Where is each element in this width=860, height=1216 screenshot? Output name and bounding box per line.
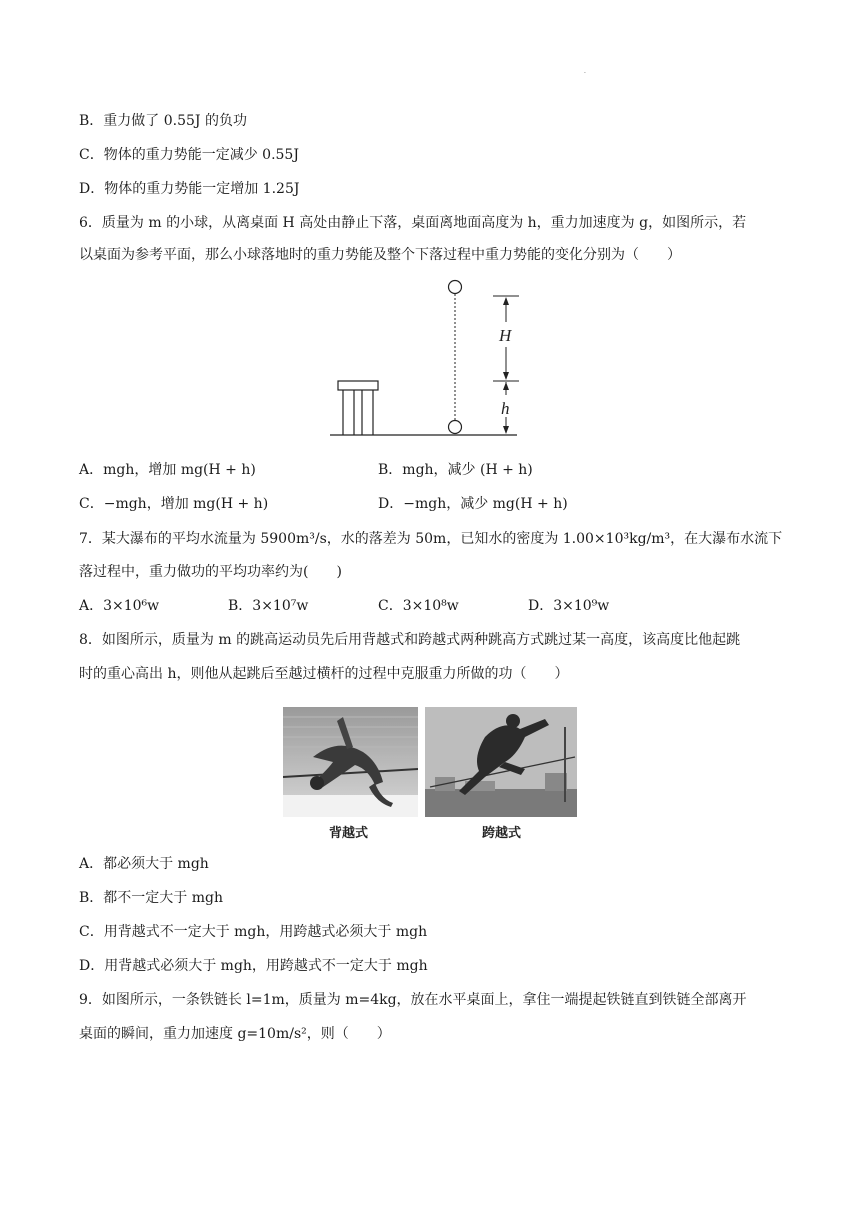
label-h: h: [501, 399, 510, 418]
q7-option-c: C．3×10⁸w: [378, 598, 459, 614]
caption-straddle-style: 跨越式: [482, 826, 522, 841]
photo-back-style: [283, 707, 418, 817]
q6-stem-line1: 6．质量为 m 的小球，从离桌面 H 高处由静止下落，桌面离地面高度为 h，重力加速度为 g，如图所示，若: [79, 215, 747, 231]
q6-figure: [325, 275, 525, 440]
q7-option-b: B．3×10⁷w: [228, 598, 309, 614]
q6-option-a: A．mgh，增加 mg(H + h): [79, 462, 256, 478]
q7-stem-line2: 落过程中，重力做功的平均功率约为( ): [79, 564, 342, 580]
q6-option-b: B．mgh，减少 (H + h): [378, 462, 533, 478]
q5-option-d: D．物体的重力势能一定增加 1.25J: [79, 181, 300, 197]
q6-option-d: D．−mgh，减少 mg(H + h): [378, 496, 568, 512]
q8-stem-line1: 8．如图所示，质量为 m 的跳高运动员先后用背越式和跨越式两种跳高方式跳过某一高度，该高度比他起跳: [79, 632, 741, 648]
table-top: [338, 381, 378, 390]
q8-stem-line2: 时的重心高出 h，则他从起跳后至越过横杆的过程中克服重力所做的功（ ）: [79, 666, 569, 682]
q6-option-c: C．−mgh，增加 mg(H + h): [79, 496, 269, 512]
photo-straddle-style: [425, 707, 577, 817]
q8-option-d: D．用背越式必须大于 mgh，用跨越式不一定大于 mgh: [79, 958, 428, 974]
q8-option-b: B．都不一定大于 mgh: [79, 890, 223, 906]
ball-top: [449, 281, 462, 294]
q9-stem-line2: 桌面的瞬间，重力加速度 g=10m/s²，则（ ）: [79, 1026, 391, 1042]
q5-option-b: B．重力做了 0.55J 的负功: [79, 113, 247, 129]
q8-option-a: A．都必须大于 mgh: [79, 856, 209, 872]
q5-option-c: C．物体的重力势能一定减少 0.55J: [79, 147, 299, 163]
label-H: H: [499, 326, 512, 345]
q6-stem-line2: 以桌面为参考平面，那么小球落地时的重力势能及整个下落过程中重力势能的变化分别为（ ）: [79, 247, 681, 263]
q8-option-c: C．用背越式不一定大于 mgh，用跨越式必须大于 mgh: [79, 924, 428, 940]
q9-stem-line1: 9．如图所示，一条铁链长 l=1m，质量为 m=4kg，放在水平桌面上，拿住一端提起铁链直到铁链全部离开: [79, 992, 747, 1008]
q7-stem-line1: 7．某大瀑布的平均水流量为 5900m³/s，水的落差为 50m，已知水的密度为 1.00×10³kg/m³，在大瀑布水流下: [79, 531, 783, 547]
header-dot: ·: [584, 70, 586, 77]
q7-option-a: A．3×10⁶w: [79, 598, 160, 614]
caption-back-style: 背越式: [329, 826, 369, 841]
ball-bottom: [449, 421, 462, 434]
q7-option-d: D．3×10⁹w: [528, 598, 610, 614]
